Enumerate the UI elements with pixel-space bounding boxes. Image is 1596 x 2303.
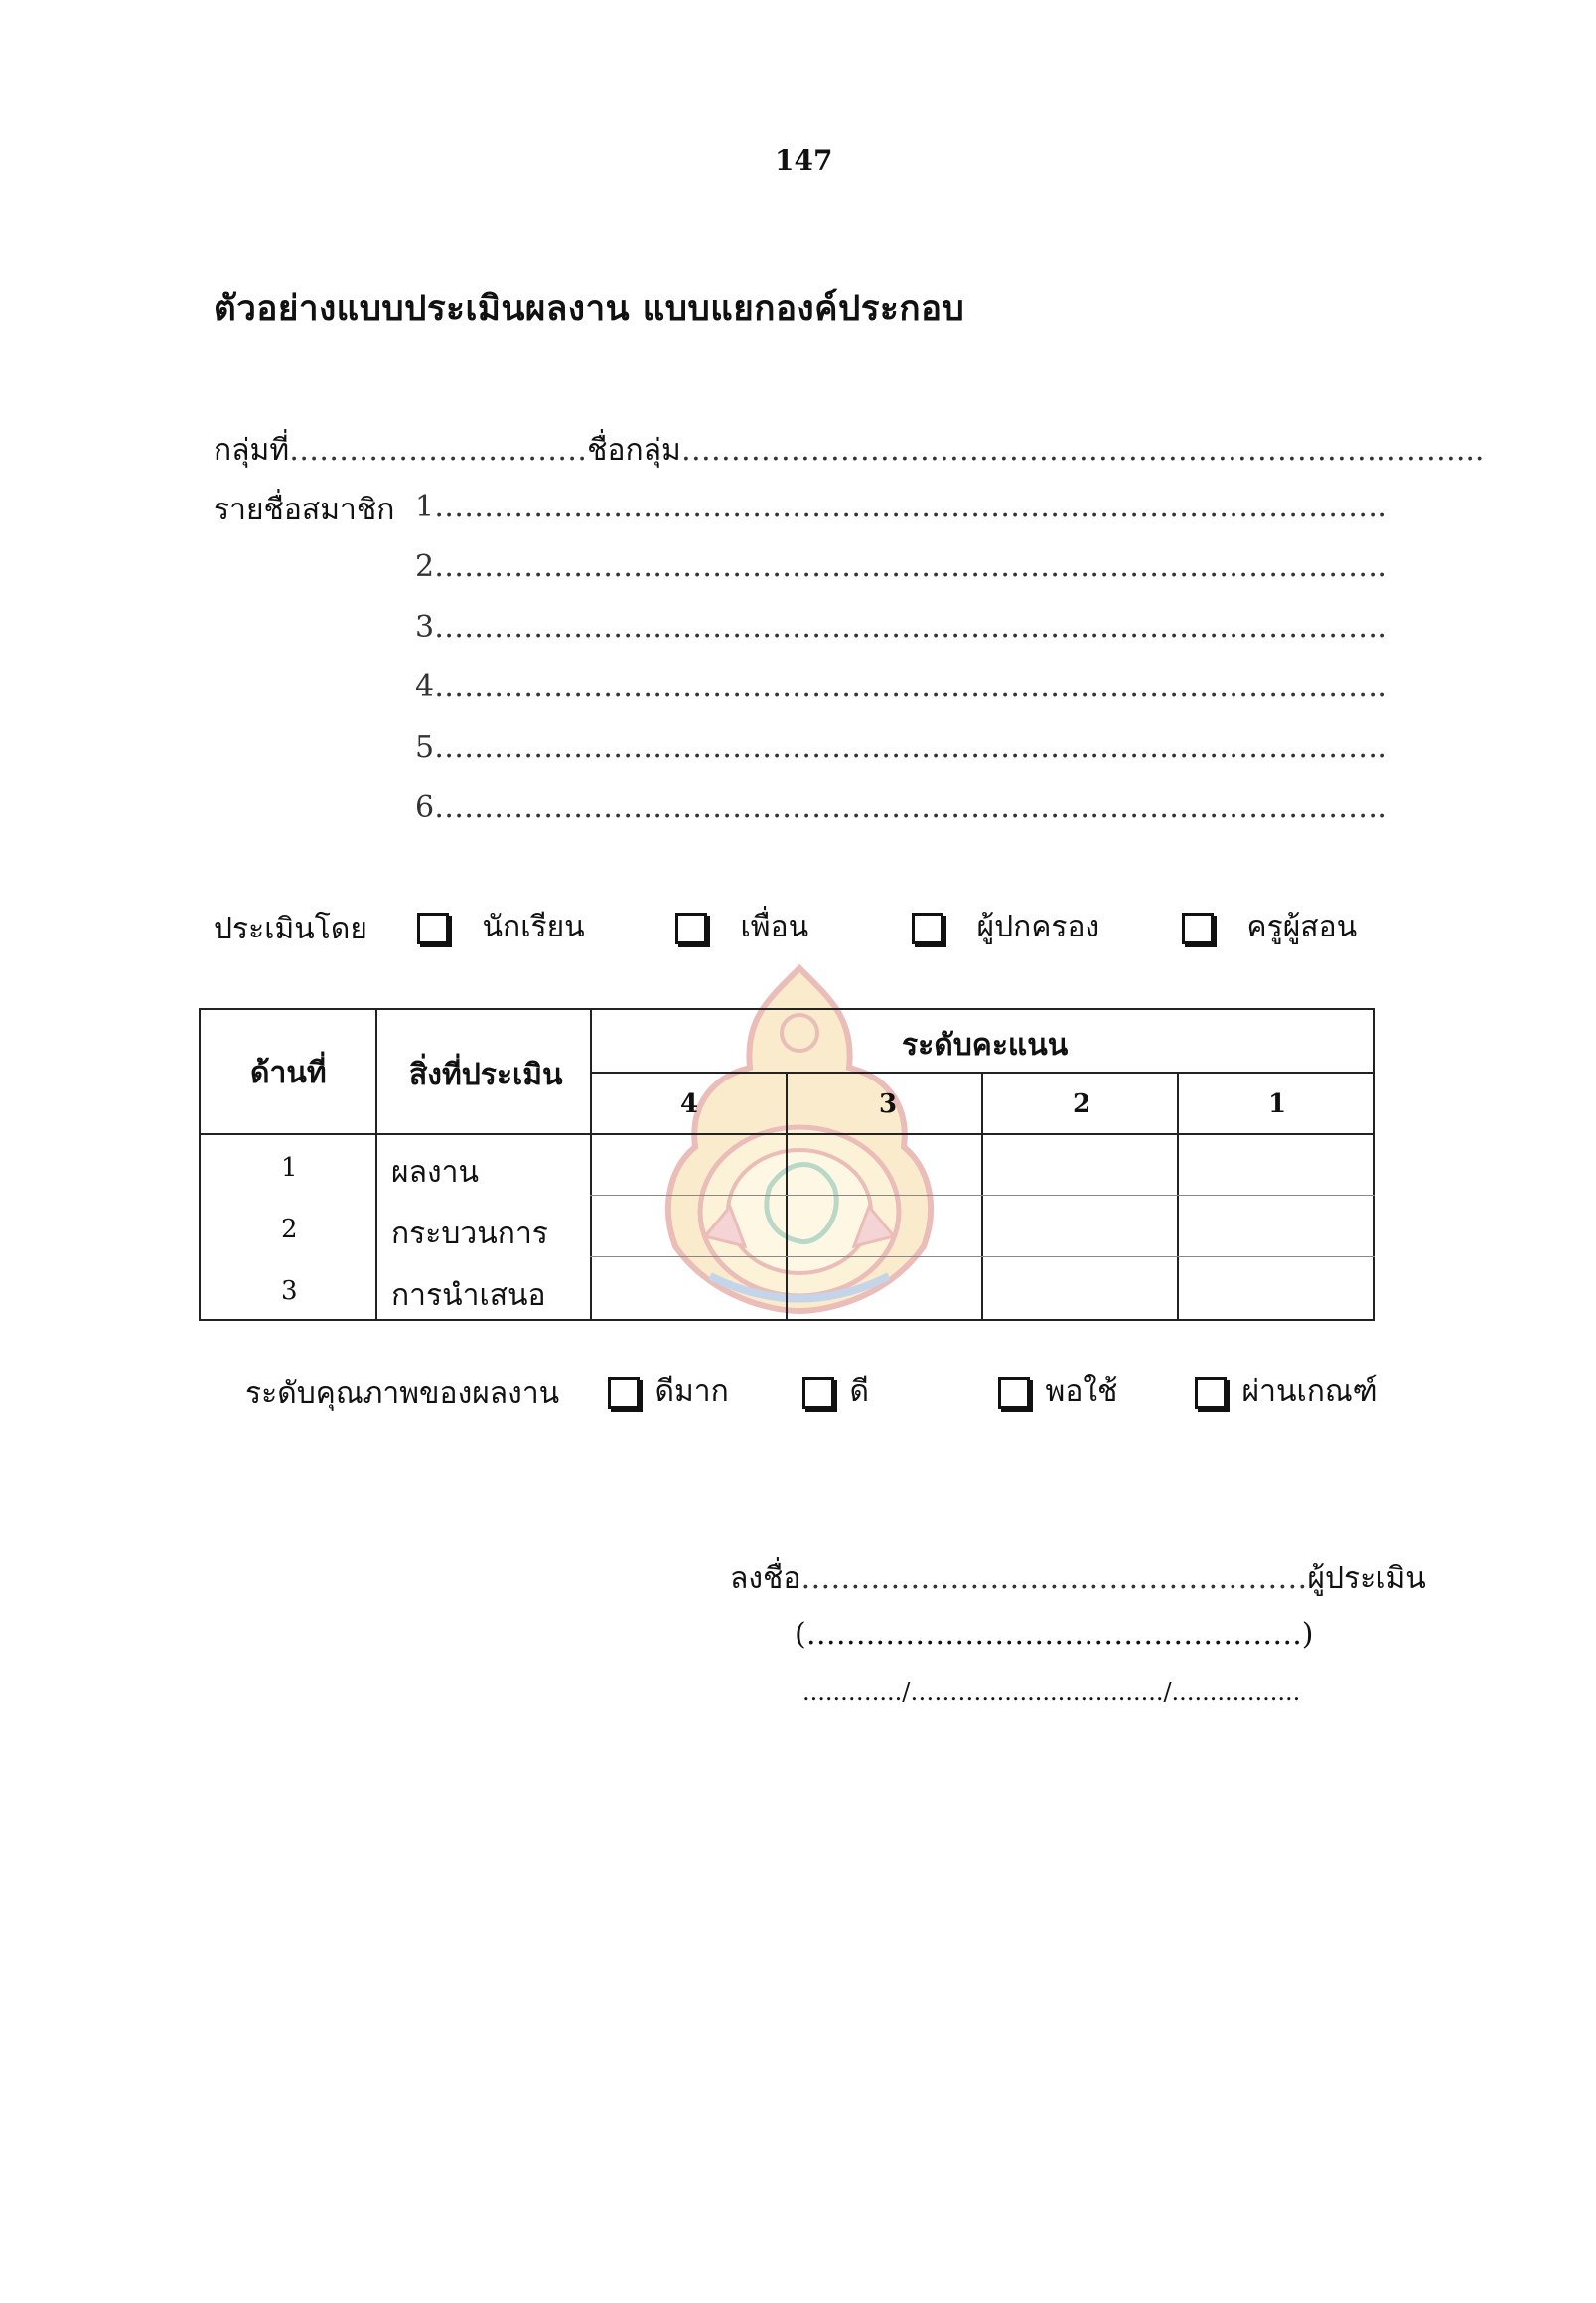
row-item: ผลงาน	[391, 1155, 479, 1190]
signature-label: ลงชื่อ	[730, 1561, 801, 1596]
header-score-level: ระดับคะแนน	[902, 1028, 1069, 1063]
checkbox-icon[interactable]	[802, 1377, 834, 1409]
evaluator-option-parent[interactable]: ผู้ปกครอง	[912, 904, 1099, 950]
row-number: 1	[281, 1153, 298, 1183]
signature-field[interactable]: ……………………………………………	[800, 1561, 1308, 1596]
checkbox-icon[interactable]	[608, 1377, 640, 1409]
quality-option-excellent[interactable]: ดีมาก	[608, 1368, 729, 1415]
evaluator-label: ผู้ประเมิน	[1307, 1561, 1426, 1596]
member-field-5[interactable]: 5……………………………………………………………………………………	[415, 730, 1388, 765]
evaluator-option-student[interactable]: นักเรียน	[417, 904, 585, 950]
table-divider	[375, 1008, 377, 1321]
checkbox-icon[interactable]	[675, 913, 707, 944]
member-field-1[interactable]: 1……………………………………………………………………………………	[415, 490, 1388, 524]
evaluator-option-friend[interactable]: เพื่อน	[675, 904, 808, 950]
group-number-label: กลุ่มที่	[214, 433, 290, 468]
table-divider	[590, 1195, 1375, 1196]
row-number: 2	[281, 1215, 298, 1244]
row-number: 3	[281, 1276, 298, 1306]
group-number-field[interactable]: …………………………	[289, 433, 588, 468]
table-divider	[786, 1072, 788, 1321]
document-title: ตัวอย่างแบบประเมินผลงาน แบบแยกองค์ประกอบ	[214, 288, 965, 329]
printed-name-field[interactable]: (…….…………………………………….)	[795, 1617, 1314, 1652]
score-level-4: 4	[680, 1089, 699, 1119]
member-field-4[interactable]: 4……………………………………………………………………………………	[415, 669, 1388, 704]
row-item: กระบวนการ	[391, 1217, 548, 1251]
table-divider	[590, 1072, 1375, 1074]
checkbox-icon[interactable]	[1182, 913, 1214, 944]
quality-option-fair[interactable]: พอใช้	[998, 1368, 1117, 1415]
table-divider	[590, 1008, 592, 1321]
score-level-3: 3	[879, 1089, 898, 1119]
quality-option-pass[interactable]: ผ่านเกณฑ์	[1195, 1368, 1378, 1415]
checkbox-icon[interactable]	[912, 913, 943, 944]
member-field-2[interactable]: 2……………………………………………………………………………………	[415, 549, 1388, 584]
checkbox-icon[interactable]	[1195, 1377, 1227, 1409]
table-divider	[1177, 1072, 1179, 1321]
member-field-3[interactable]: 3……………………………………………………………………………………	[415, 610, 1388, 645]
quality-option-good[interactable]: ดี	[802, 1368, 869, 1415]
table-divider	[590, 1256, 1375, 1257]
quality-level-label: ระดับคุณภาพของผลงาน	[245, 1376, 560, 1411]
page-number: 147	[775, 144, 833, 177]
row-item: การนำเสนอ	[391, 1278, 546, 1313]
header-item: สิ่งที่ประเมิน	[409, 1058, 563, 1092]
table-divider	[981, 1072, 983, 1321]
evaluation-table	[199, 1008, 1375, 1321]
signature-line	[730, 1555, 1426, 1602]
members-label: รายชื่อสมาชิก	[214, 493, 395, 527]
date-field[interactable]: ......…..../………......................../.................	[802, 1678, 1301, 1706]
evaluator-option-teacher[interactable]: ครูผู้สอน	[1182, 904, 1357, 950]
header-aspect: ด้านที่	[250, 1056, 327, 1090]
evaluated-by-label: ประเมินโดย	[214, 912, 367, 946]
group-line	[214, 427, 1484, 474]
checkbox-icon[interactable]	[417, 913, 449, 944]
score-level-2: 2	[1073, 1089, 1091, 1119]
group-name-label: ชื่อกลุ่ม	[587, 433, 681, 468]
member-field-6[interactable]: 6……………………………………………………………………………………	[415, 791, 1388, 825]
group-name-field[interactable]: ……………………………………………………………………...	[680, 433, 1485, 468]
table-divider	[199, 1133, 1375, 1135]
score-level-1: 1	[1268, 1089, 1287, 1119]
checkbox-icon[interactable]	[998, 1377, 1030, 1409]
